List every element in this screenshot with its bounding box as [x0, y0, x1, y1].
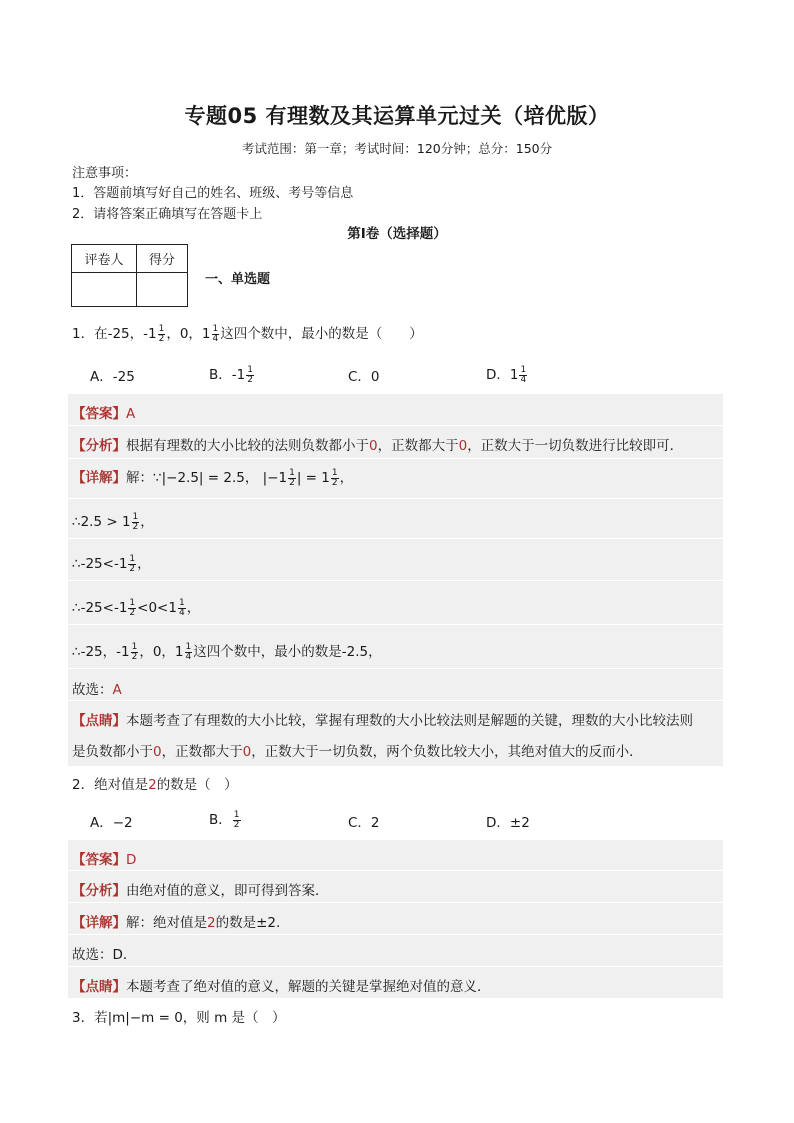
q2-analysis-row: 【分析】由绝对值的意义，即可得到答案． — [72, 883, 329, 899]
q1-step-5: ∴-25，-1 $\frac{1}{2}$ ，0，1 $\frac{1}{4}$ 这四个数中，最小的数是-2.5， — [72, 641, 382, 662]
q2-answer-row: 【答案】D — [72, 852, 137, 868]
score-table-grader-header: 评卷人 — [72, 245, 137, 273]
q2-choose-row: 故选：D． — [72, 947, 137, 963]
notes-item-2: 2．请将答案正确填写在答题卡上 — [72, 207, 263, 222]
q1-analysis-row: 【分析】根据有理数的大小比较的法则负数都小于0，正数都大于0，正数大于一切负数进行比较即可． — [72, 438, 684, 454]
question-2-stem: 2．绝对值是2的数是（ ） — [72, 777, 238, 793]
question-1-stem: 1．在-25，-1 $\frac{1}{2}$ ，0，1 $\frac{1}{4}$ 这四个数中，最小的数是（ ） — [72, 323, 423, 344]
q1-step-2: ∴2.5 > 1 $\frac{1}{2}$ ， — [72, 511, 154, 532]
notes-item-1: 1．答题前填写好自己的姓名、班级、考号等信息 — [72, 186, 354, 201]
notes-heading: 注意事项： — [72, 166, 138, 181]
q1-step-3: ∴-25<-1 $\frac{1}{2}$ ， — [72, 553, 151, 574]
q2-option-d[interactable]: D．±2 — [486, 815, 530, 831]
q1-detail-row: 【详解】解：∵|−2.5| = 2.5， |−1 $\frac{1}{2}$ | = 1 $\frac{1}{2}$ ， — [72, 467, 354, 488]
fraction-quarter: $\frac{1}{4}$ — [212, 323, 219, 344]
q1-step-4: ∴-25<-1 $\frac{1}{2}$ <0<1 $\frac{1}{4}$ ， — [72, 597, 201, 618]
q1-comment-line-1: 【点睛】本题考查了有理数的大小比较，掌握有理数的大小比较法则是解题的关键，理数的大小比较法则 — [72, 713, 693, 729]
exam-info: 考试范围：第一章；考试时间：120分钟；总分：150分 — [241, 141, 553, 156]
q1-option-d[interactable]: D．1 $\frac{1}{4}$ — [486, 364, 527, 385]
fraction-half: $\frac{1}{2}$ — [158, 323, 165, 344]
score-table-grader-cell[interactable] — [72, 273, 137, 307]
page-title: 专题05 有理数及其运算单元过关（培优版） — [184, 104, 610, 128]
section-label: 一、单选题 — [205, 272, 271, 287]
q1-option-a[interactable]: A．-25 — [90, 369, 135, 385]
q2-comment-row: 【点睛】本题考查了绝对值的意义，解题的关键是掌握绝对值的意义． — [72, 979, 491, 995]
q2-option-a[interactable]: A．−2 — [90, 815, 133, 831]
q2-detail-row: 【详解】解：绝对值是2的数是±2. — [72, 915, 281, 931]
question-3-stem: 3．若|m|−m = 0，则 m 是（ ） — [72, 1010, 286, 1026]
q1-comment-line-2: 是负数都小于0，正数都大于0，正数大于一切负数，两个负数比较大小，其绝对值大的反而小． — [72, 744, 643, 760]
score-table — [71, 244, 188, 307]
q2-option-b[interactable]: B． $\frac{1}{2}$ — [209, 809, 240, 830]
q2-option-c[interactable]: C．2 — [348, 815, 380, 831]
section-title: 第I卷（选择题） — [347, 226, 447, 242]
q1-choose-row: 故选：A — [72, 682, 122, 698]
score-table-score-header: 得分 — [137, 245, 188, 273]
score-table-score-cell[interactable] — [137, 273, 188, 307]
q1-option-c[interactable]: C．0 — [348, 369, 380, 385]
q1-answer-row: 【答案】A — [72, 406, 136, 422]
q1-option-b[interactable]: B．-1 $\frac{1}{2}$ — [209, 364, 253, 385]
